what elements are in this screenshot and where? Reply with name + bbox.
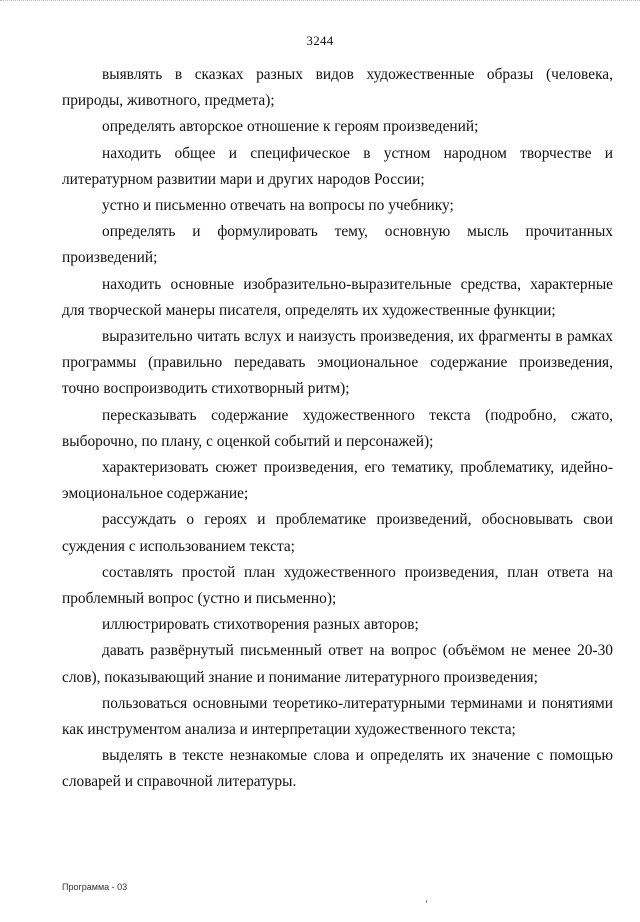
list-item: давать развёрнутый письменный ответ на вопрос (объёмом не менее 20-30 слов), показывающий знание и понимание литературного произведения; bbox=[62, 642, 613, 686]
list-item: рассуждать о героях и проблематике произведений, обосновывать свои суждения с использованием текста; bbox=[62, 511, 613, 555]
scan-top-edge bbox=[0, 0, 640, 1]
list-item: устно и письменно отвечать на вопросы по учебнику; bbox=[102, 197, 454, 215]
list-item: выразительно читать вслух и наизусть произведения, их фрагменты в рамках программы (правильно передавать эмоциональное содержание произведения, точно воспроизводить стихотворный ритм); bbox=[62, 328, 613, 398]
page-number: 3244 bbox=[306, 33, 334, 48]
footer-label: Программа - 03 bbox=[62, 882, 128, 892]
scan-artifact bbox=[426, 900, 427, 903]
list-item: определять авторское отношение к героям произведений; bbox=[102, 118, 479, 136]
list-item: определять и формулировать тему, основную мысль прочитанных произведений; bbox=[62, 223, 613, 267]
list-item: находить общее и специфическое в устном народном творчестве и литературном развитии мари и других народов России; bbox=[62, 144, 613, 188]
list-item: иллюстрировать стихотворения разных авторов; bbox=[102, 616, 419, 634]
list-item: пользоваться основными теоретико-литературными терминами и понятиями как инструментом анализа и интерпретации художественного текста; bbox=[62, 694, 613, 739]
list-item: пересказывать содержание художественного текста (подробно, сжато, выборочно, по плану, с оценкой событий и персонажей); bbox=[62, 406, 613, 450]
list-item: выделять в тексте незнакомые слова и определять их значение с помощью словарей и справочной литературы. bbox=[62, 747, 613, 791]
list-item: составлять простой план художественного произведения, план ответа на проблемный вопрос (устно и письменно); bbox=[62, 563, 613, 608]
body-text bbox=[62, 62, 613, 796]
list-item: характеризовать сюжет произведения, его тематику, проблематику, идейно-эмоциональное содержание; bbox=[62, 459, 613, 503]
list-item: выявлять в сказках разных видов художественные образы (человека, природы, животного, предмета); bbox=[62, 66, 613, 110]
list-item: находить основные изобразительно-выразительные средства, характерные для творческой манеры писателя, определять их художественные функции; bbox=[62, 275, 613, 319]
